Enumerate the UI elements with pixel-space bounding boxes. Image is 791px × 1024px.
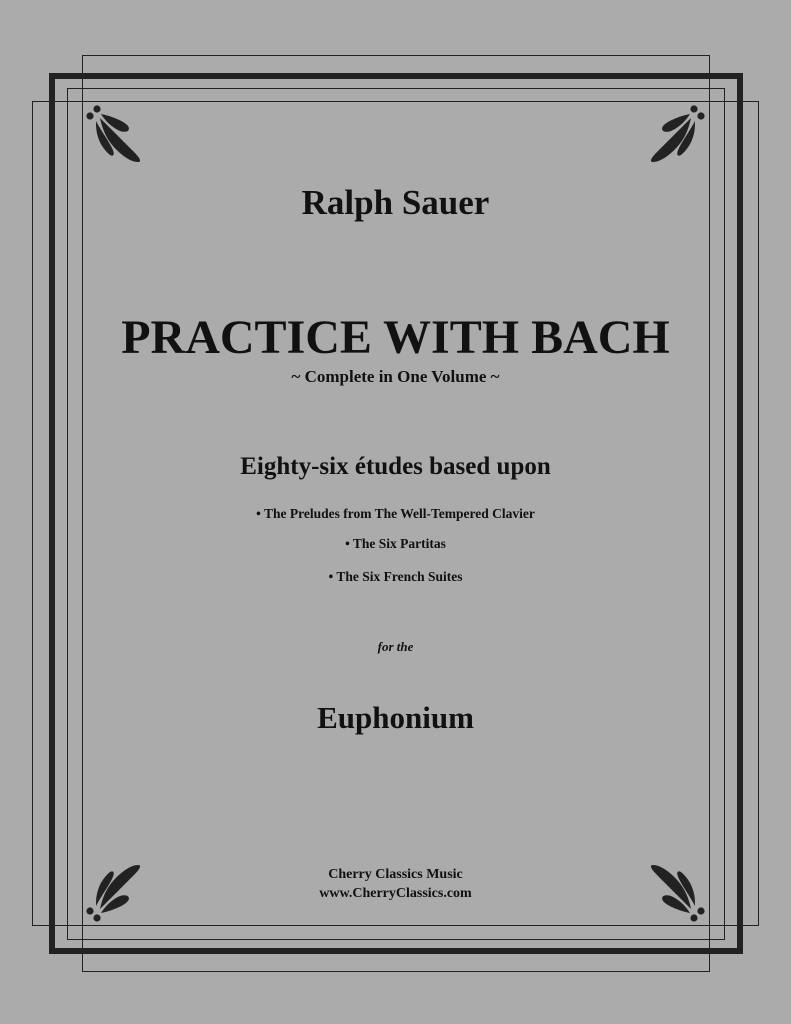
for-label: for the (377, 639, 414, 654)
author-name: Ralph Sauer (301, 183, 490, 222)
instrument-name: Euphonium (317, 700, 474, 735)
description-lead: Eighty-six études based upon (240, 453, 551, 480)
fleuron-leaf-icon (86, 104, 146, 164)
source-item: • The Preludes from The Well-Tempered Clavier (256, 506, 535, 521)
fleuron-leaf-icon (645, 104, 705, 164)
source-item: • The Six French Suites (328, 569, 463, 584)
publisher-website: www.CherryClassics.com (319, 886, 472, 901)
publisher-name: Cherry Classics Music (328, 867, 463, 882)
book-title: PRACTICE WITH BACH (121, 311, 670, 364)
book-subtitle: ~ Complete in One Volume ~ (291, 367, 500, 386)
source-item: • The Six Partitas (345, 536, 446, 551)
